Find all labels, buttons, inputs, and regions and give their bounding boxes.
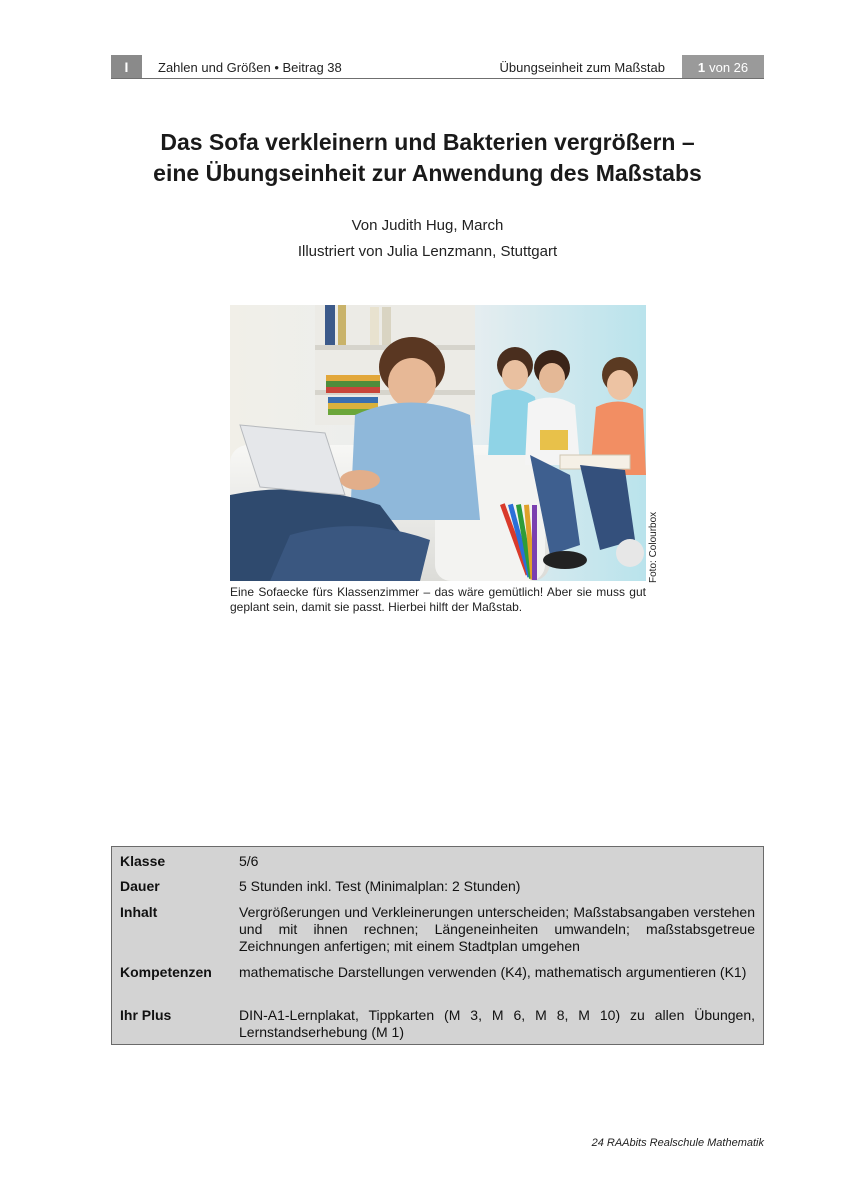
info-row-klasse — [120, 853, 755, 870]
info-label: Ihr Plus — [120, 1007, 172, 1023]
info-box — [111, 846, 764, 1045]
info-value: Vergrößerungen und Verkleinerungen unterscheiden; Maßstabsangaben verstehen und mit ihnen rechnen; Längeneinheiten umwandeln; maßstabsgetreue Zeichnungen anfertigen; mit einem Stadtplan umgehen — [239, 904, 755, 954]
info-row-dauer — [120, 878, 755, 895]
cover-photo — [230, 305, 646, 581]
unit-title: Übungseinheit zum Maßstab — [499, 60, 665, 75]
info-value: 5/6 — [239, 853, 259, 869]
info-value: DIN-A1-Lernplakat, Tippkarten (M 3, M 6, M 8, M 10) zu allen Übungen, Lernstandserhebung (M 1) — [239, 1007, 755, 1040]
document-title — [80, 127, 775, 189]
series-label: Zahlen und Größen • Beitrag 38 — [158, 60, 342, 75]
page-total: von 26 — [709, 59, 749, 75]
footer-publication: 24 RAAbits Realschule Mathematik — [591, 1137, 764, 1149]
photo-caption: Eine Sofaecke fürs Klassenzimmer – das wäre gemütlich! Aber sie muss gut geplant sein, damit sie passt. Hierbei hilft der Maßstab. — [230, 585, 646, 614]
info-label: Inhalt — [120, 904, 158, 920]
title-line-1: Das Sofa verkleinern und Bakterien vergrößern – — [160, 129, 695, 155]
photo-credit: Foto: Colourbox — [648, 511, 659, 583]
info-value: mathematische Darstellungen verwenden (K4), mathematisch argumentieren (K1) — [239, 964, 747, 980]
info-label: Kompetenzen — [120, 964, 212, 980]
page-current: 1 — [697, 59, 706, 75]
info-value: 5 Stunden inkl. Test (Minimalplan: 2 Stunden) — [239, 878, 521, 894]
illustrator-line: Illustriert von Julia Lenzmann, Stuttgart — [297, 243, 558, 260]
title-line-2: eine Übungseinheit zur Anwendung des Maßstabs — [153, 160, 702, 186]
info-row-inhalt — [120, 904, 755, 955]
info-label: Dauer — [120, 878, 160, 894]
author-line: Von Judith Hug, March — [351, 217, 504, 234]
header-divider — [111, 78, 764, 79]
section-marker: I — [111, 55, 142, 79]
info-row-kompetenzen — [120, 964, 755, 981]
info-row-ihr-plus — [120, 1007, 755, 1041]
info-label: Klasse — [120, 853, 166, 869]
page-indicator — [682, 55, 764, 79]
